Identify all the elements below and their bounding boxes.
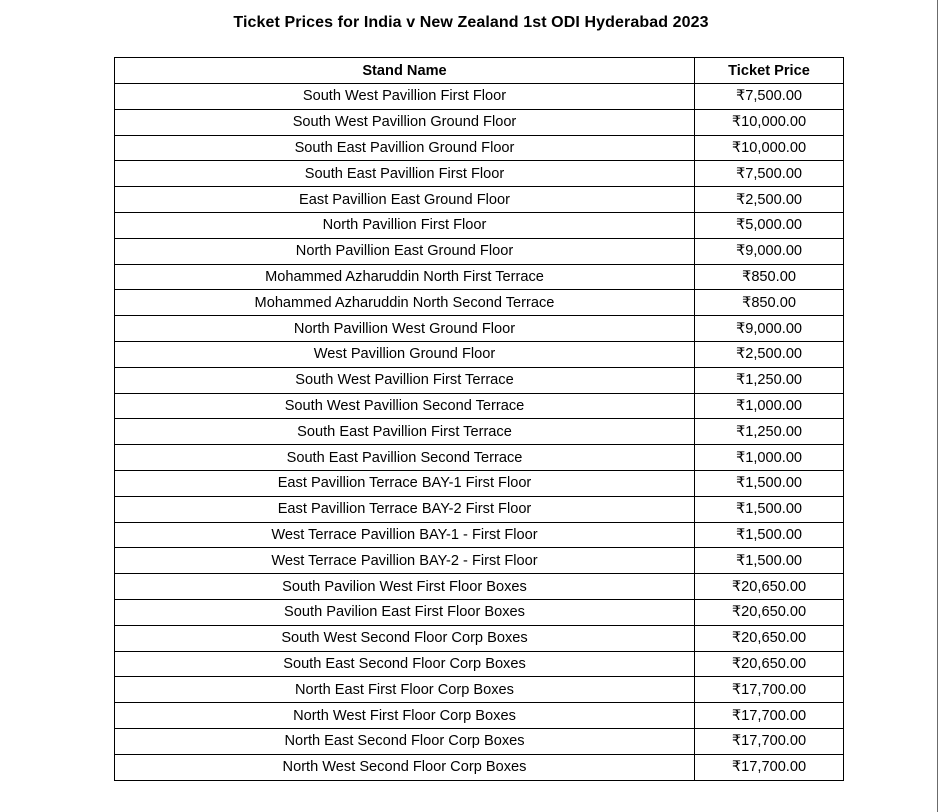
table-row — [115, 574, 844, 600]
table-row — [115, 522, 844, 548]
ticket-price-cell: ₹1,250.00 — [695, 367, 844, 393]
stand-name-cell: South Pavilion West First Floor Boxes — [115, 574, 695, 600]
table-row — [115, 470, 844, 496]
table-header-row — [115, 58, 844, 84]
stand-name-cell: South West Pavillion Ground Floor — [115, 109, 695, 135]
ticket-price-cell: ₹20,650.00 — [695, 574, 844, 600]
ticket-price-cell: ₹2,500.00 — [695, 341, 844, 367]
stand-name-cell: West Terrace Pavillion BAY-1 - First Floor — [115, 522, 695, 548]
table-row — [115, 238, 844, 264]
stand-name-cell: West Terrace Pavillion BAY-2 - First Floor — [115, 548, 695, 574]
table-row — [115, 754, 844, 780]
table-row — [115, 548, 844, 574]
ticket-price-cell: ₹7,500.00 — [695, 161, 844, 187]
ticket-price-cell: ₹17,700.00 — [695, 754, 844, 780]
table-row — [115, 161, 844, 187]
ticket-price-cell: ₹5,000.00 — [695, 212, 844, 238]
table-row — [115, 316, 844, 342]
table-row — [115, 599, 844, 625]
stand-name-cell: North Pavillion West Ground Floor — [115, 316, 695, 342]
stand-name-cell: South East Pavillion Ground Floor — [115, 135, 695, 161]
stand-name-cell: East Pavillion Terrace BAY-1 First Floor — [115, 470, 695, 496]
table-row — [115, 109, 844, 135]
table-row — [115, 625, 844, 651]
stand-name-cell: North West First Floor Corp Boxes — [115, 703, 695, 729]
ticket-price-cell: ₹1,500.00 — [695, 470, 844, 496]
ticket-price-cell: ₹1,500.00 — [695, 496, 844, 522]
table-row — [115, 496, 844, 522]
stand-name-cell: South East Pavillion Second Terrace — [115, 445, 695, 471]
stand-name-cell: South East Pavillion First Terrace — [115, 419, 695, 445]
ticket-price-cell: ₹7,500.00 — [695, 84, 844, 110]
ticket-price-cell: ₹850.00 — [695, 290, 844, 316]
stand-name-cell: West Pavillion Ground Floor — [115, 341, 695, 367]
stand-name-cell: East Pavillion Terrace BAY-2 First Floor — [115, 496, 695, 522]
stand-name-cell: North Pavillion East Ground Floor — [115, 238, 695, 264]
ticket-price-cell: ₹9,000.00 — [695, 238, 844, 264]
ticket-price-table — [114, 57, 844, 781]
ticket-price-cell: ₹9,000.00 — [695, 316, 844, 342]
ticket-price-cell: ₹20,650.00 — [695, 625, 844, 651]
ticket-price-cell: ₹2,500.00 — [695, 187, 844, 213]
document-title: Ticket Prices for India v New Zealand 1st ODI Hyderabad 2023 — [233, 14, 709, 31]
stand-name-cell: South West Pavillion First Floor — [115, 84, 695, 110]
stand-name-header: Stand Name — [115, 58, 695, 84]
stand-name-cell: Mohammed Azharuddin North First Terrace — [115, 264, 695, 290]
ticket-price-cell: ₹17,700.00 — [695, 677, 844, 703]
table-row — [115, 651, 844, 677]
table-row — [115, 84, 844, 110]
table-row — [115, 393, 844, 419]
ticket-price-cell: ₹10,000.00 — [695, 109, 844, 135]
stand-name-cell: North Pavillion First Floor — [115, 212, 695, 238]
table-row — [115, 677, 844, 703]
table-row — [115, 728, 844, 754]
ticket-price-cell: ₹1,500.00 — [695, 522, 844, 548]
ticket-price-cell: ₹1,250.00 — [695, 419, 844, 445]
stand-name-cell: East Pavillion East Ground Floor — [115, 187, 695, 213]
table-row — [115, 445, 844, 471]
stand-name-cell: South West Pavillion Second Terrace — [115, 393, 695, 419]
table-row — [115, 187, 844, 213]
ticket-price-cell: ₹850.00 — [695, 264, 844, 290]
stand-name-cell: Mohammed Azharuddin North Second Terrace — [115, 290, 695, 316]
ticket-price-cell: ₹1,000.00 — [695, 445, 844, 471]
stand-name-cell: South West Pavillion First Terrace — [115, 367, 695, 393]
table-row — [115, 212, 844, 238]
ticket-price-cell: ₹10,000.00 — [695, 135, 844, 161]
ticket-price-cell: ₹1,000.00 — [695, 393, 844, 419]
stand-name-cell: South West Second Floor Corp Boxes — [115, 625, 695, 651]
table-row — [115, 341, 844, 367]
table-row — [115, 419, 844, 445]
stand-name-cell: North West Second Floor Corp Boxes — [115, 754, 695, 780]
ticket-price-cell: ₹17,700.00 — [695, 703, 844, 729]
table-row — [115, 367, 844, 393]
table-row — [115, 264, 844, 290]
stand-name-cell: North East First Floor Corp Boxes — [115, 677, 695, 703]
stand-name-cell: South Pavilion East First Floor Boxes — [115, 599, 695, 625]
stand-name-cell: South East Second Floor Corp Boxes — [115, 651, 695, 677]
ticket-price-cell: ₹1,500.00 — [695, 548, 844, 574]
table-row — [115, 290, 844, 316]
ticket-price-cell: ₹17,700.00 — [695, 728, 844, 754]
stand-name-cell: South East Pavillion First Floor — [115, 161, 695, 187]
stand-name-cell: North East Second Floor Corp Boxes — [115, 728, 695, 754]
table-row — [115, 135, 844, 161]
ticket-price-cell: ₹20,650.00 — [695, 599, 844, 625]
ticket-price-header: Ticket Price — [695, 58, 844, 84]
table-row — [115, 703, 844, 729]
ticket-price-cell: ₹20,650.00 — [695, 651, 844, 677]
